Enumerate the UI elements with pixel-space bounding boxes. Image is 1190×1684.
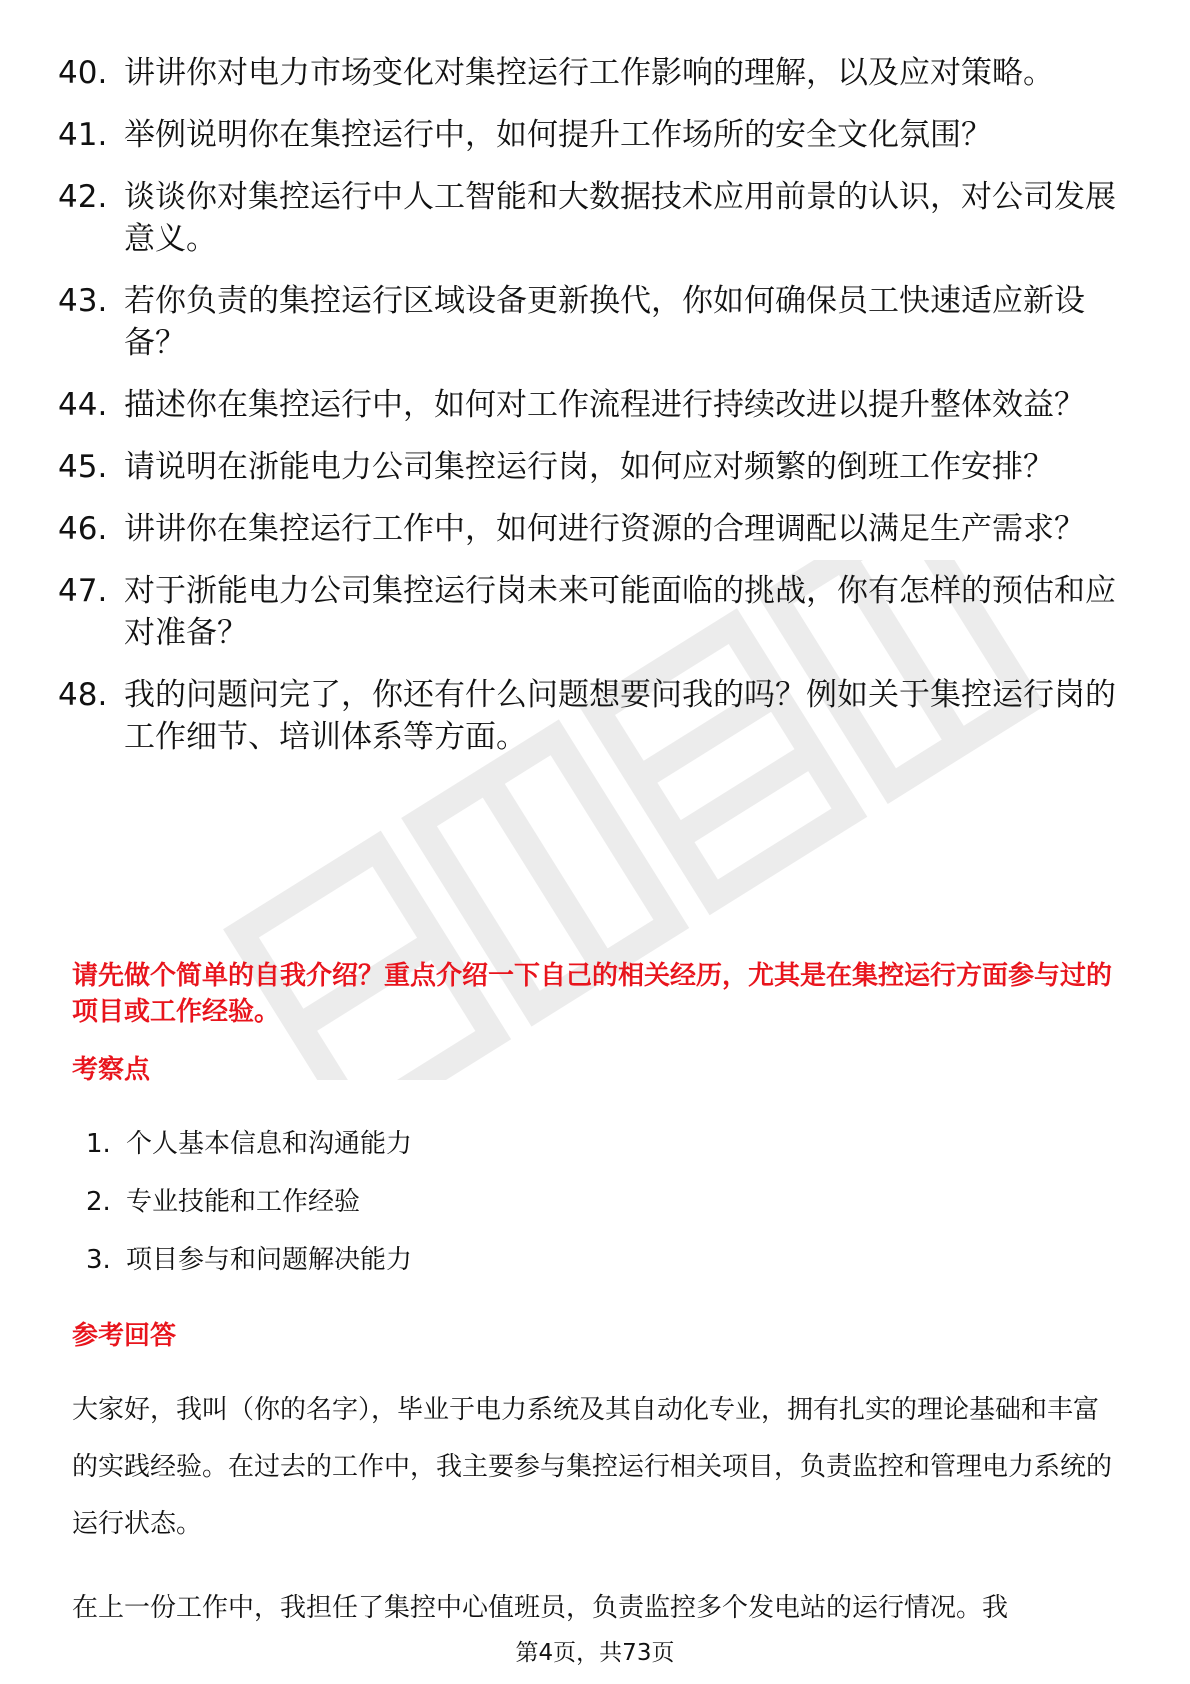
question-number: 40.: [58, 55, 108, 91]
question-item: [58, 508, 1118, 550]
point-number: 2.: [86, 1187, 111, 1217]
question-item: [58, 280, 1118, 364]
points-title: 考察点: [72, 1055, 151, 1085]
question-number: 48.: [58, 677, 108, 713]
question-number: 41.: [58, 117, 108, 153]
question-number: 44.: [58, 387, 108, 423]
question-text: 描述你在集控运行中，如何对工作流程进行持续改进以提升整体效益？: [124, 387, 1085, 423]
answer-paragraph: 在上一份工作中，我担任了集控中心值班员，负责监控多个发电站的运行情况。我: [72, 1593, 1009, 1623]
question-item: [58, 674, 1118, 758]
question-text: 若你负责的集控运行区域设备更新换代，你如何确保员工快速适应新设备？: [124, 283, 1085, 361]
point-text: 专业技能和工作经验: [126, 1187, 361, 1217]
answer-paragraph: 大家好，我叫（你的名字），毕业于电力系统及其自动化专业，拥有扎实的理论基础和丰富的实践经验。在过去的工作中，我主要参与集控运行相关项目，负责监控和管理电力系统的运行状态。: [72, 1395, 1113, 1539]
question-text: 举例说明你在集控运行中，如何提升工作场所的安全文化氛围？: [124, 117, 992, 153]
question-number: 43.: [58, 283, 108, 319]
question-text: 我的问题问完了，你还有什么问题想要问我的吗？例如关于集控运行岗的工作细节、培训体系等方面。: [124, 677, 1116, 755]
list-item: [86, 1242, 412, 1278]
highlight-question: 请先做个简单的自我介绍？重点介绍一下自己的相关经历，尤其是在集控运行方面参与过的项目或工作经验。: [72, 961, 1113, 1027]
question-item: [58, 114, 1118, 156]
list-item: [86, 1126, 412, 1162]
question-list: [58, 52, 1118, 778]
points-list: [86, 1126, 412, 1300]
question-number: 46.: [58, 511, 108, 547]
list-item: [86, 1184, 412, 1220]
question-number: 45.: [58, 449, 108, 485]
question-text: 讲讲你对电力市场变化对集控运行工作影响的理解，以及应对策略。: [124, 55, 1054, 91]
question-item: [58, 52, 1118, 94]
question-item: [58, 384, 1118, 426]
question-text: 对于浙能电力公司集控运行岗未来可能面临的挑战，你有怎样的预估和应对准备？: [124, 573, 1116, 651]
question-text: 请说明在浙能电力公司集控运行岗，如何应对频繁的倒班工作安排？: [124, 449, 1054, 485]
point-text: 项目参与和问题解决能力: [126, 1245, 413, 1275]
question-text: 谈谈你对集控运行中人工智能和大数据技术应用前景的认识，对公司发展意义。: [124, 179, 1116, 257]
question-text: 讲讲你在集控运行工作中，如何进行资源的合理调配以满足生产需求？: [124, 511, 1085, 547]
question-item: [58, 176, 1118, 260]
question-number: 42.: [58, 179, 108, 215]
answer-title: 参考回答: [72, 1321, 177, 1351]
question-item: [58, 446, 1118, 488]
point-text: 个人基本信息和沟通能力: [126, 1129, 413, 1159]
point-number: 3.: [86, 1245, 111, 1275]
question-number: 47.: [58, 573, 108, 609]
question-item: [58, 570, 1118, 654]
point-number: 1.: [86, 1129, 111, 1159]
page-footer: 第4页，共73页: [515, 1640, 675, 1666]
